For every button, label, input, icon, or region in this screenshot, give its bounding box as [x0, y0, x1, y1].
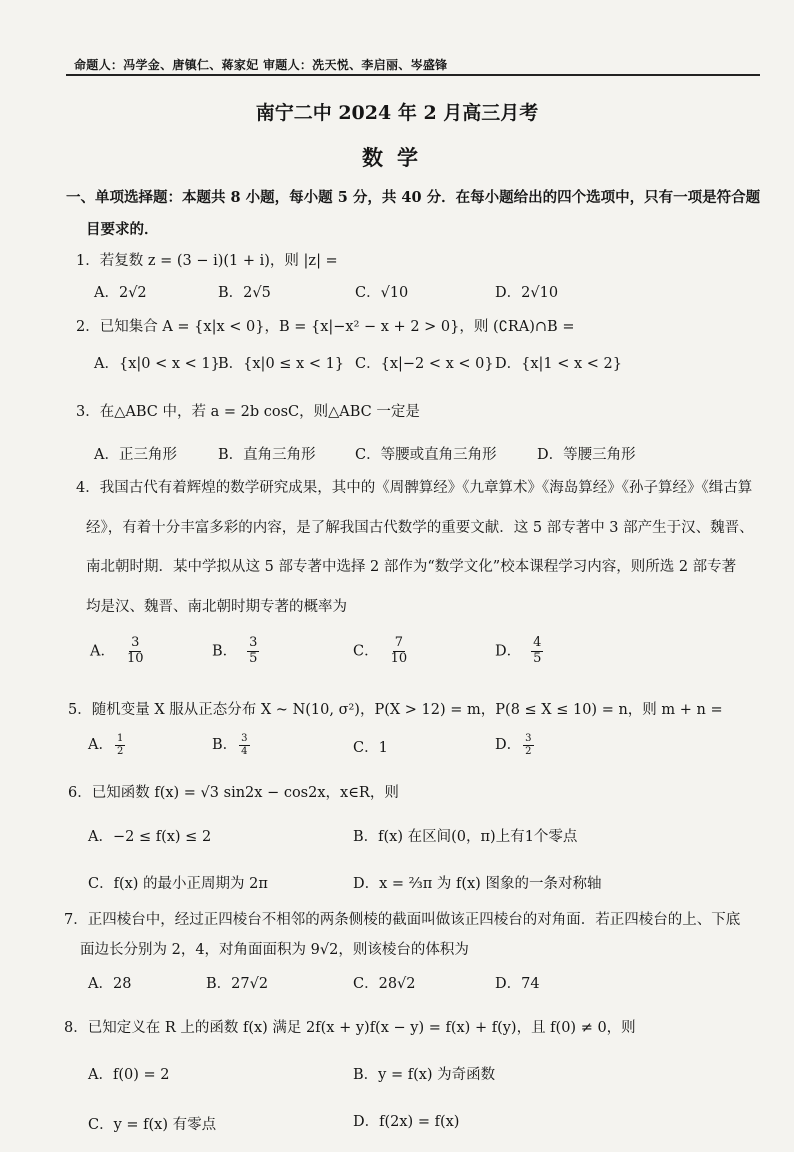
q5-option-d: D． $\frac{3}{2}$ — [495, 733, 532, 757]
question-1-stem: 1．若复数 z = (3 − i)(1 + i)，则 |z| = — [76, 253, 338, 269]
fraction: $\frac{3}{5}$ — [249, 635, 258, 666]
q6-option-a: A．−2 ≤ f(x) ≤ 2 — [88, 829, 212, 845]
q3-option-b: B．直角三角形 — [218, 447, 316, 463]
q1-option-c: C．√10 — [355, 285, 409, 301]
q1-option-d: D．2√10 — [495, 285, 559, 301]
section-heading-cont: 目要求的． — [86, 221, 159, 238]
q8-option-b: B．y = f(x) 为奇函数 — [353, 1067, 496, 1083]
q5-option-a: A． $\frac{1}{2}$ — [88, 733, 124, 757]
question-3-stem: 3．在△ABC 中，若 a = 2b cosC，则△ABC 一定是 — [76, 404, 420, 420]
author-header: 命题人：冯学金、唐镇仁、蒋家妃 审题人：冼天悦、李启丽、岑盛锋 — [74, 58, 448, 72]
q6-option-d: D．x = ⅔π 为 f(x) 图象的一条对称轴 — [353, 876, 602, 892]
question-8-stem: 8．已知定义在 R 上的函数 f(x) 满足 2f(x + y)f(x − y) = f(x) + f(y)，且 f(0) ≠ 0，则 — [64, 1020, 636, 1036]
fraction: $\frac{4}{5}$ — [533, 635, 542, 666]
q2-option-c: C．{x|−2 < x < 0} — [355, 356, 494, 372]
question-4-stem-line2: 经》，有着十分丰富多彩的内容，是了解我国古代数学的重要文献．这 5 部专著中 3 部产生于汉、魏晋、 — [86, 520, 754, 536]
q5-option-c: C．1 — [353, 740, 388, 756]
question-2-stem: 2．已知集合 A = {x|x < 0}，B = {x|−x² − x + 2 > 0}，则 (∁RA)∩B = — [76, 319, 575, 335]
q3-option-d: D．等腰三角形 — [537, 447, 636, 463]
fraction: $\frac{3}{4}$ — [241, 733, 248, 757]
q7-option-b: B．27√2 — [206, 976, 269, 992]
question-7-stem-line1: 7．正四棱台中，经过正四棱台不相邻的两条侧棱的截面叫做该正四棱台的对角面．若正四棱台的上、下底 — [64, 912, 741, 928]
q2-option-a: A．{x|0 < x < 1} — [94, 356, 220, 372]
q1-option-b: B．2√5 — [218, 285, 271, 301]
q7-option-d: D．74 — [495, 976, 540, 992]
exam-title: 南宁二中 2024 年 2 月高三月考 — [255, 102, 539, 124]
q8-option-d: D．f(2x) = f(x) — [353, 1114, 460, 1130]
q3-option-c: C．等腰或直角三角形 — [355, 447, 497, 463]
q8-option-a: A．f(0) = 2 — [88, 1067, 170, 1083]
q4-option-a: A． $\frac{3}{10}$ — [90, 635, 144, 666]
q6-option-b: B．f(x) 在区间(0，π)上有1个零点 — [353, 829, 578, 845]
question-4-stem-line4: 均是汉、魏晋、南北朝时期专著的概率为 — [86, 599, 347, 615]
fraction: $\frac{7}{10}$ — [390, 635, 408, 666]
fraction: $\frac{3}{10}$ — [126, 635, 144, 666]
q6-option-c: C．f(x) 的最小正周期为 2π — [88, 876, 268, 892]
header-rule — [66, 74, 760, 76]
subject-title: 数学 — [362, 145, 432, 170]
q5-option-b: B． $\frac{3}{4}$ — [212, 733, 248, 757]
q7-option-c: C．28√2 — [353, 976, 416, 992]
q3-option-a: A．正三角形 — [94, 447, 177, 463]
section-heading: 一、单项选择题：本题共 8 小题，每小题 5 分，共 40 分．在每小题给出的四个选项中，只有一项是符合题 — [66, 189, 761, 206]
fraction: $\frac{1}{2}$ — [116, 733, 124, 757]
q4-option-c: C． $\frac{7}{10}$ — [353, 635, 408, 666]
q7-option-a: A．28 — [88, 976, 132, 992]
q1-option-a: A．2√2 — [94, 285, 147, 301]
question-7-stem-line2: 面边长分别为 2，4，对角面面积为 9√2，则该棱台的体积为 — [80, 942, 469, 958]
question-5-stem: 5．随机变量 X 服从正态分布 X ~ N(10, σ²)，P(X > 12) = m，P(8 ≤ X ≤ 10) = n，则 m + n = — [68, 702, 723, 718]
q4-option-b: B． $\frac{3}{5}$ — [212, 635, 258, 666]
fraction: $\frac{3}{2}$ — [525, 733, 532, 757]
q2-option-b: B．{x|0 ≤ x < 1} — [218, 356, 345, 372]
question-4-stem-line1: 4．我国古代有着辉煌的数学研究成果，其中的《周髀算经》《九章算术》《海岛算经》《孙子算经》《缉古算 — [76, 480, 753, 496]
question-6-stem: 6．已知函数 f(x) = √3 sin2x − cos2x，x∈R，则 — [68, 785, 399, 801]
q4-option-d: D． $\frac{4}{5}$ — [495, 635, 542, 666]
q8-option-c: C．y = f(x) 有零点 — [88, 1117, 217, 1133]
question-4-stem-line3: 南北朝时期．某中学拟从这 5 部专著中选择 2 部作为“数学文化”校本课程学习内容，则所选 2 部专著 — [86, 559, 737, 575]
q2-option-d: D．{x|1 < x < 2} — [495, 356, 623, 372]
